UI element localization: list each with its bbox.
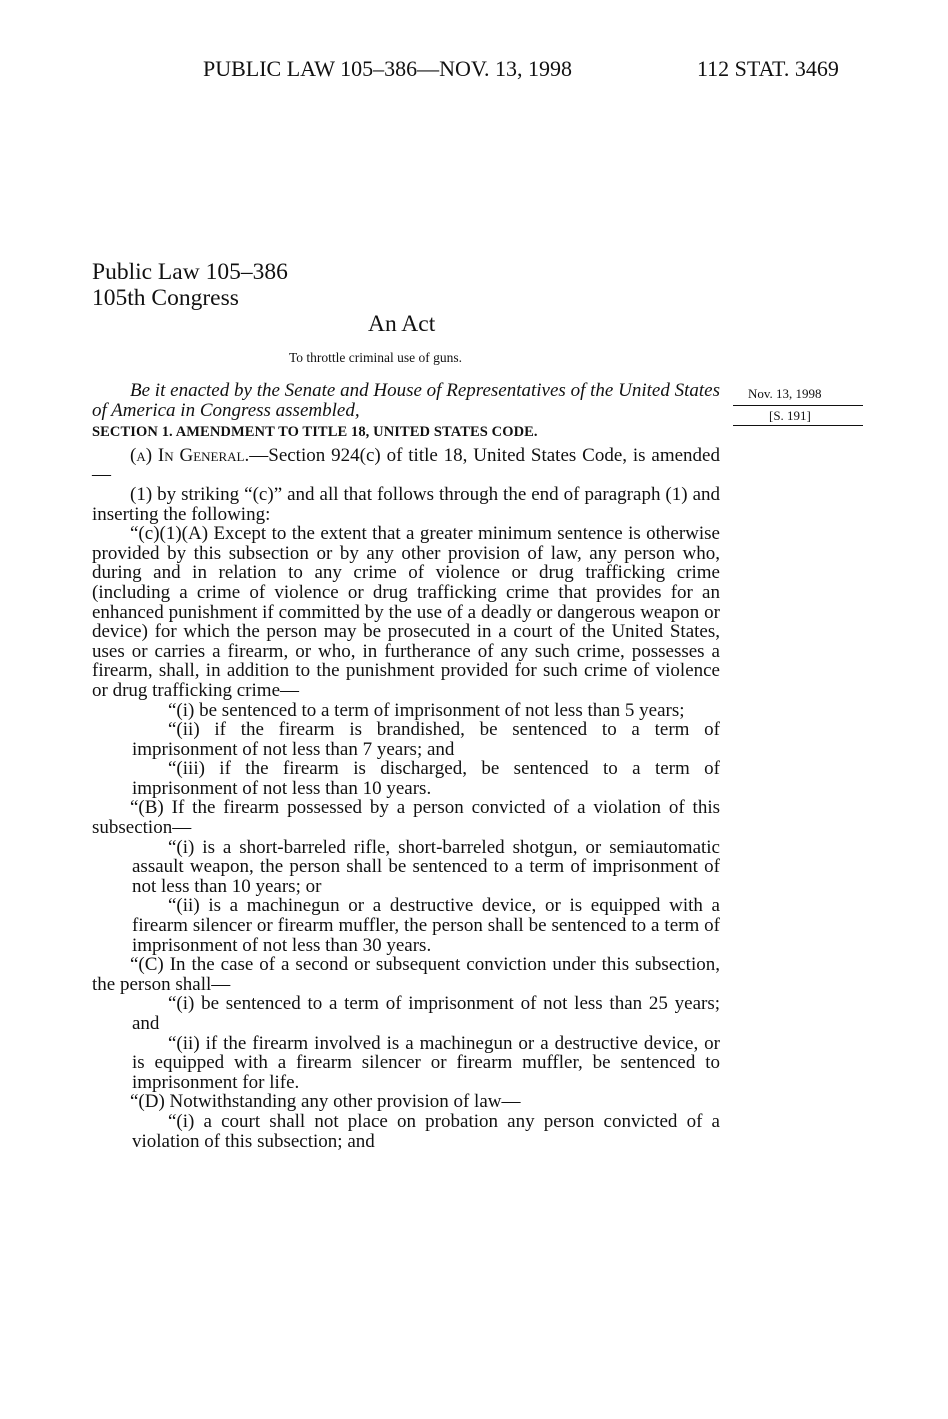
public-law-number: Public Law 105–386 xyxy=(92,259,288,285)
law-body xyxy=(92,381,720,1151)
clause-A-iii: “(iii) if the firearm is discharged, be sentenced to a term of imprisonment of not less than 10 years. xyxy=(132,758,720,799)
subsection-a-text: —Section 924(c) of title 18, United States Code, is amended— xyxy=(92,444,720,486)
congress-number: 105th Congress xyxy=(92,285,239,311)
running-header-left: PUBLIC LAW 105–386—NOV. 13, 1998 xyxy=(203,56,572,81)
clause-C-i: “(i) be sentenced to a term of imprisonment of not less than 25 years; and xyxy=(132,993,720,1034)
clause-A-i: “(i) be sentenced to a term of imprisonment of not less than 5 years; xyxy=(168,699,685,721)
margin-rule-bottom xyxy=(733,425,863,426)
margin-note-date: Nov. 13, 1998 xyxy=(748,386,822,401)
clause-B: “(B) If the firearm possessed by a person convicted of a violation of this subsection— xyxy=(92,797,720,839)
clause-B-i: “(i) is a short-barreled rifle, short-barreled shotgun, or semiautomatic assault weapon, the person shall be sentenced to a term of imprisonment of not less than 10 years; or xyxy=(132,836,720,897)
clause-A-ii: “(ii) if the firearm is brandished, be sentenced to a term of imprisonment of not less than 7 years; and xyxy=(132,719,720,760)
running-header-right: 112 STAT. 3469 xyxy=(697,56,839,81)
act-purpose: To throttle criminal use of guns. xyxy=(289,350,463,365)
enacting-clause: Be it enacted by the Senate and House of Representatives of the United States of America in Congress assembled, xyxy=(92,380,720,421)
paragraph-1: (1) by striking “(c)” and all that follows through the end of paragraph (1) and inserting the following: xyxy=(92,483,720,525)
subsection-a-label: (a) In General. xyxy=(130,444,250,466)
clause-D: “(D) Notwithstanding any other provision of law— xyxy=(130,1091,521,1113)
section-heading: SECTION 1. AMENDMENT TO TITLE 18, UNITED STATES CODE. xyxy=(92,424,538,441)
clause-B-ii: “(ii) is a machinegun or a destructive device, or is equipped with a firearm silencer or firearm muffler, the person shall be sentenced to a term of imprisonment of not less than 30 years. xyxy=(132,895,720,956)
margin-rule-top xyxy=(733,405,863,406)
margin-note-bill: [S. 191] xyxy=(769,408,811,423)
act-title: An Act xyxy=(368,311,436,337)
clause-C-ii: “(ii) if the firearm involved is a machinegun or a destructive device, or is equipped with a firearm silencer or firearm muffler, be sentenced to imprisonment for life. xyxy=(132,1032,720,1093)
clause-c1A: “(c)(1)(A) Except to the extent that a greater minimum sentence is otherwise provided by this subsection or by any other provision of law, any person who, during and in relation to any crime of violence or drug trafficking crime (including a crime of violence or drug trafficking crime that provides for an enhanced punishment if committed by the use of a deadly or dangerous weapon or device) for which the person may be prosecuted in a court of the United States, uses or carries a firearm, or who, in furtherance of any such crime, possesses a firearm, shall, in addition to the punishment provided for such crime of violence or drug trafficking crime— xyxy=(92,523,720,701)
clause-D-i: “(i) a court shall not place on probation any person convicted of a violation of this subsection; and xyxy=(132,1110,720,1152)
subsection-a xyxy=(92,446,720,485)
clause-C: “(C) In the case of a second or subsequent conviction under this subsection, the person shall— xyxy=(92,954,720,995)
